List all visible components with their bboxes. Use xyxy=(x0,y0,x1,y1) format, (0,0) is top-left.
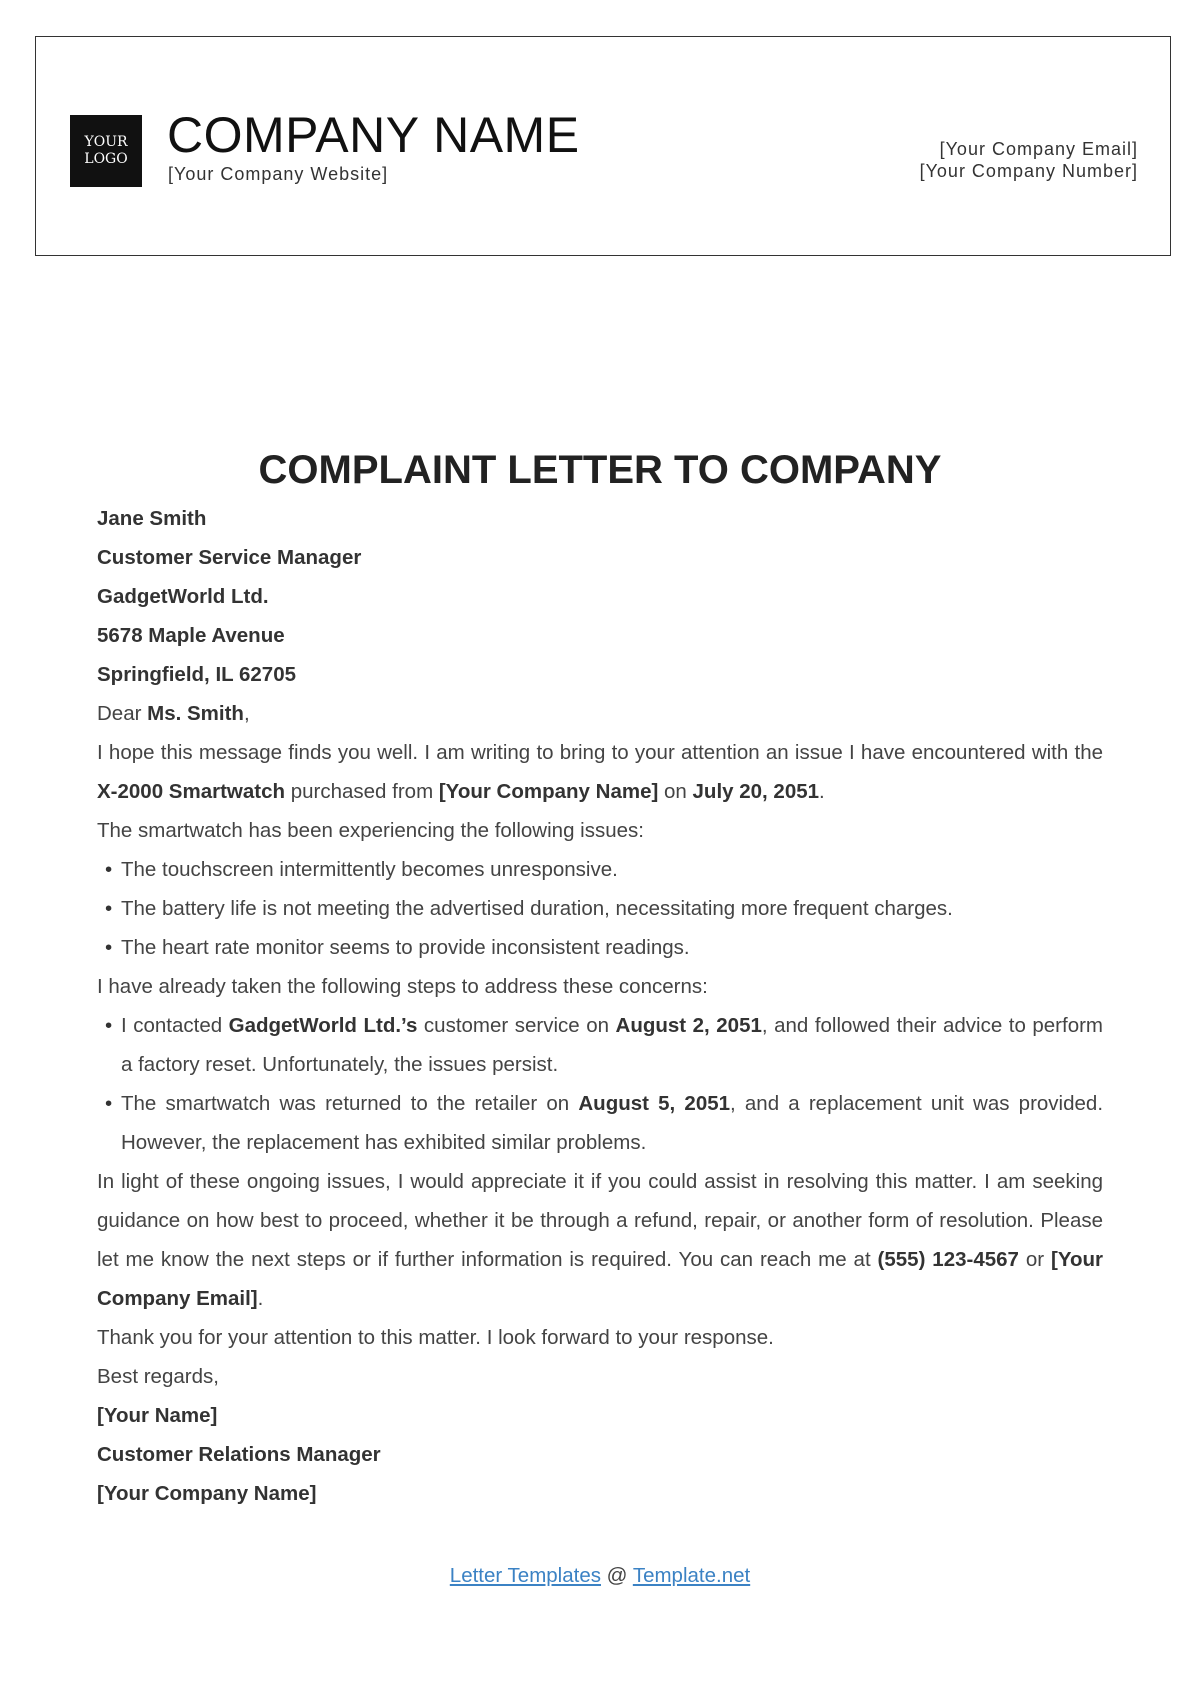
letterhead xyxy=(35,36,1171,256)
recipient-street: 5678 Maple Avenue xyxy=(97,624,285,647)
salutation-name: Ms. Smith xyxy=(147,702,244,725)
seller-name: [Your Company Name] xyxy=(438,780,659,803)
issues-list xyxy=(97,850,1103,967)
contact-email: [Your Company Email] xyxy=(97,1248,1104,1310)
list-item: • I contacted GadgetWorld Ltd.’s customer service on August 2, 2051, and followed their advice to perform a factory reset. Unfortunately, the issues persist. xyxy=(97,1006,1103,1084)
company-contact xyxy=(920,138,1138,182)
document-title: COMPLAINT LETTER TO COMPANY xyxy=(258,448,942,492)
company-email: [Your Company Email] xyxy=(939,139,1138,159)
closing: Best regards, xyxy=(97,1365,219,1388)
logo-text-line1: YOUR xyxy=(84,134,128,150)
list-item: • The smartwatch was returned to the retailer on August 5, 2051, and a replacement unit was provided. However, the replacement has exhibited similar problems. xyxy=(97,1084,1103,1162)
template-net-link[interactable]: Template.net xyxy=(632,1564,751,1587)
list-item: • The touchscreen intermittently becomes unresponsive. xyxy=(97,850,1103,889)
company-name: COMPANY NAME xyxy=(167,107,580,163)
recipient-city: Springfield, IL 62705 xyxy=(97,663,296,686)
company-website: [Your Company Website] xyxy=(168,164,389,184)
intro-paragraph: I hope this message finds you well. I am writing to bring to your attention an issue I have encountered with the X-2000 Smartwatch purchased from [Your Company Name] on July 20, 2051. xyxy=(97,741,1103,803)
list-item: • The heart rate monitor seems to provide inconsistent readings. xyxy=(97,928,1103,967)
product-name: X-2000 Smartwatch xyxy=(97,780,286,803)
steps-list xyxy=(97,1006,1103,1162)
company-number: [Your Company Number] xyxy=(919,161,1138,181)
steps-intro: I have already taken the following steps to address these concerns: xyxy=(97,975,708,998)
recipient-name: Jane Smith xyxy=(97,507,207,530)
letter-templates-link[interactable]: Letter Templates xyxy=(449,1564,601,1587)
list-item: • The battery life is not meeting the advertised duration, necessitating more frequent charges. xyxy=(97,889,1103,928)
logo-text-line2: LOGO xyxy=(84,151,128,167)
footer-separator: @ xyxy=(600,1564,633,1587)
purchase-date: July 20, 2051 xyxy=(692,780,820,803)
issues-intro: The smartwatch has been experiencing the following issues: xyxy=(97,819,644,842)
recipient-company: GadgetWorld Ltd. xyxy=(97,585,269,608)
signature-position: Customer Relations Manager xyxy=(97,1443,381,1466)
salutation: Dear Ms. Smith, xyxy=(97,702,250,725)
letter-body xyxy=(97,499,1103,1513)
resolution-paragraph: In light of these ongoing issues, I would appreciate it if you could assist in resolving this matter. I am seeking guidance on how best to proceed, whether it be through a refund, repair, or another form of resolution. Please let me know the next steps or if further information is required. You can reach me at (555) 123-4567 or [Your Company Email]. xyxy=(97,1170,1104,1310)
company-logo xyxy=(70,115,142,187)
recipient-position: Customer Service Manager xyxy=(97,546,362,569)
thanks-paragraph: Thank you for your attention to this matter. I look forward to your response. xyxy=(97,1326,774,1349)
signature-company: [Your Company Name] xyxy=(97,1482,317,1505)
signature-name: [Your Name] xyxy=(97,1404,218,1427)
contact-phone: (555) 123-4567 xyxy=(877,1248,1019,1271)
footer-credit xyxy=(0,1556,1200,1595)
